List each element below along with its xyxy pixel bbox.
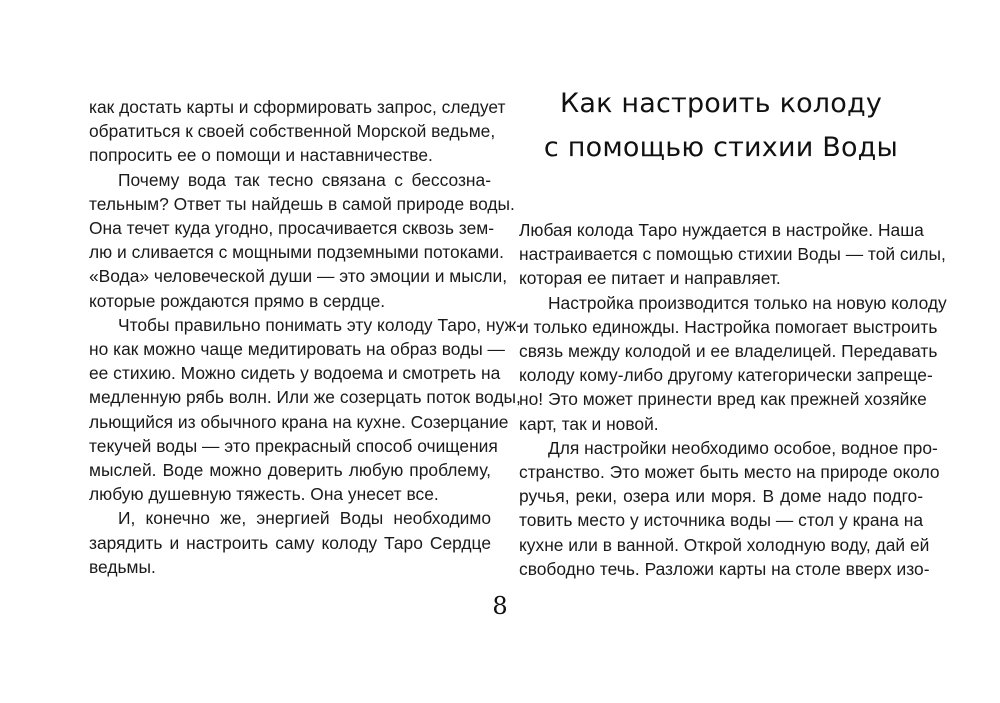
heading-line: с помощью стихии Воды	[543, 132, 899, 163]
text-line: медленную рябь волн. Или же созерцать поток воды,	[89, 387, 521, 408]
text-line: Любая колода Таро нуждается в настройке. Наша	[519, 220, 924, 240]
text-line: ведьмы.	[89, 556, 156, 577]
text-line: попросить ее о помощи и наставничестве.	[89, 145, 433, 166]
text-line: ее стихию. Можно сидеть у водоема и смотреть на	[89, 363, 501, 384]
page-number: 8	[492, 592, 508, 620]
text-line: обратиться к своей собственной Морской ведьме,	[89, 121, 496, 142]
text-line: настраивается с помощью стихии Воды — той силы,	[519, 244, 946, 265]
text-line: Она течет куда угодно, просачивается сквозь зем-	[89, 218, 494, 239]
text-line: мыслей. Воде можно доверить любую проблему,	[89, 460, 491, 481]
text-line: И, конечно же, энергией Воды необходимо	[118, 508, 491, 529]
text-line: «Вода» человеческой души — это эмоции и мысли,	[89, 266, 508, 287]
text-line: но! Это может принести вред как прежней хозяйке	[519, 389, 927, 410]
right-column-text	[519, 218, 947, 581]
text-line: связь между колодой и ее владелицей. Передавать	[519, 341, 938, 362]
text-line: ручья, реки, озера или моря. В доме надо подго-	[519, 486, 923, 507]
text-line: но как можно чаще медитировать на образ воды —	[89, 339, 505, 360]
text-line: товить место у источника воды — стол у крана на	[519, 510, 923, 531]
text-line: странство. Это может быть место на природе около	[519, 462, 940, 483]
text-line: текучей воды — это прекрасный способ очищения	[89, 435, 498, 456]
text-line: зарядить и настроить саму колоду Таро Сердце	[89, 532, 491, 553]
text-line: Для настройки необходимо особое, водное про-	[548, 437, 938, 458]
text-line: которые рождаются прямо в сердце.	[89, 290, 386, 311]
text-line: карт, так и новой.	[519, 413, 659, 434]
text-line: Чтобы правильно понимать эту колоду Таро, нуж-	[118, 314, 522, 335]
text-line: Настройка производится только на новую колоду	[548, 292, 947, 313]
text-line: льющийся из обычного крана на кухне. Созерцание	[89, 411, 509, 432]
text-line: кухне или в ванной. Открой холодную воду, дай ей	[519, 534, 930, 555]
text-line: как достать карты и сформировать запрос, следует	[89, 97, 506, 117]
text-line: колоду кому-либо другому категорически запреще-	[519, 365, 933, 386]
text-line: тельным? Ответ ты найдешь в самой природе воды.	[89, 193, 515, 214]
text-line: любую душевную тяжесть. Она унесет все.	[89, 484, 439, 505]
text-line: которая ее питает и направляет.	[519, 268, 781, 289]
text-line: лю и сливается с мощными подземными потоками.	[89, 242, 504, 263]
heading-line: Как настроить колоду	[559, 88, 883, 119]
text-line: и только единожды. Настройка помогает выстроить	[519, 316, 938, 337]
left-column-text	[89, 95, 522, 579]
text-line: свободно течь. Разложи карты на столе вверх изо-	[519, 558, 930, 579]
text-line: Почему вода так тесно связана с бессозна-	[118, 169, 491, 190]
section-heading	[519, 82, 923, 170]
